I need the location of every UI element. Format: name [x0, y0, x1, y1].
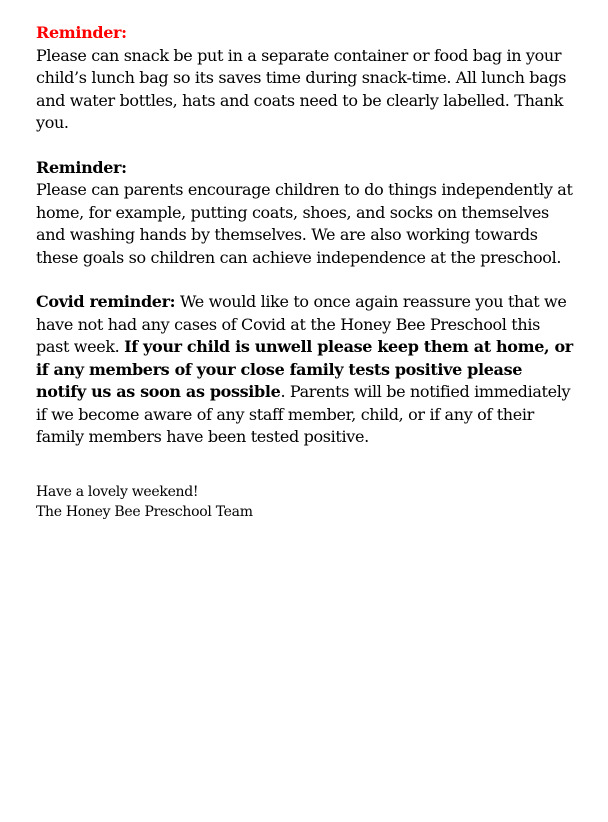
snack-reminder-section	[36, 22, 576, 135]
independence-reminder-heading: Reminder:	[36, 157, 127, 177]
covid-reminder-intro: We would like to once again reassure you that we have not had any cases of Covid at the Honey Bee Preschool this past week.	[36, 292, 567, 356]
covid-reminder-section	[36, 291, 576, 449]
covid-reminder-heading: Covid reminder:	[36, 292, 176, 311]
snack-reminder-body: Please can snack be put in a separate container or food bag in your child’s lunch bag so its saves time during snack-time. All lunch bags and water bottles, hats and coats need to be clearly labelled. Thank you.	[36, 45, 567, 132]
independence-reminder-section	[36, 157, 576, 270]
signoff-greeting: Have a lovely weekend!	[36, 483, 199, 500]
independence-reminder-body: Please can parents encourage children to do things independently at home, for example, putting coats, shoes, and socks on themselves and washing hands by themselves. We are also working towards these goals so children can achieve independence at the preschool.	[36, 180, 573, 267]
covid-reminder-bold-notice: If your child is unwell please keep them at home, or if any members of your close family tests positive please notify us as soon as possible	[36, 337, 573, 401]
signoff-section	[36, 482, 576, 522]
snack-reminder-heading: Reminder:	[36, 23, 127, 42]
signoff-team-name: The Honey Bee Preschool Team	[36, 503, 253, 520]
document-page	[36, 22, 576, 522]
covid-reminder-outro: . Parents will be notified immediately if we become aware of any staff member, child, or if any of their family members have been tested positive.	[36, 382, 571, 446]
